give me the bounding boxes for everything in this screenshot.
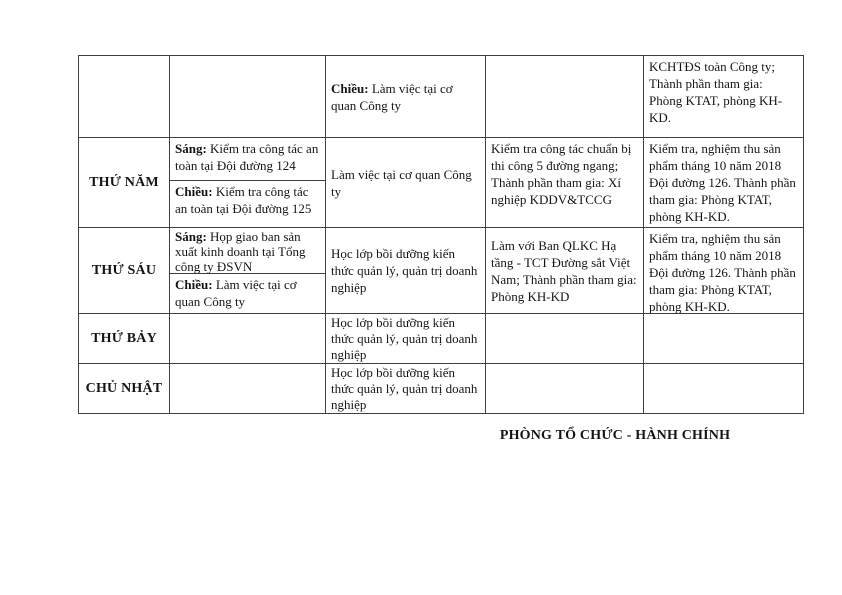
cell-saturday-label: THỨ BẢY [79,314,170,364]
cell-top-day [79,56,170,138]
cell-saturday-office-activity: Học lớp bồi dưỡng kiến thức quản lý, quản trị doanh nghiệp [326,314,486,364]
cell-friday-office-activity: Học lớp bồi dưỡng kiến thức quản lý, quản trị doanh nghiệp [326,228,486,314]
cell-thursday-partner-activity: Kiểm tra công tác chuẩn bị thi công 5 đường ngang; Thành phần tham gia: Xí nghiệp KDDV&TCCG [486,138,644,228]
cell-thursday-inspection-activity: Kiểm tra, nghiệm thu sản phẩm tháng 10 năm 2018 Đội đường 126. Thành phần tham gia: Phòng KTAT, phòng KH-KD. [644,138,804,228]
cell-top-inspection-activity: KCHTĐS toàn Công ty; Thành phần tham gia: Phòng KTAT, phòng KH-KD. [644,56,804,138]
cell-friday-inspection-activity: Kiểm tra, nghiệm thu sản phẩm tháng 10 năm 2018 Đội đường 126. Thành phần tham gia: Phòng KTAT, phòng KH-KD. [644,228,804,314]
session-prefix: Sáng: [175,229,207,244]
session-prefix: Chiều: [175,277,213,292]
cell-sunday-office-activity: Học lớp bồi dưỡng kiến thức quản lý, quản trị doanh nghiệp [326,364,486,414]
cell-top-partner-activity [486,56,644,138]
cell-top-office-activity [326,56,486,138]
cell-thursday-label: THỨ NĂM [79,138,170,228]
cell-top-sessions [170,56,326,138]
office-activity-text: Chiều: Làm việc tại cơ quan Công ty [331,80,453,113]
cell-friday-partner-activity: Làm với Ban QLKC Hạ tầng - TCT Đường sắt Việt Nam; Thành phần tham gia: Phòng KH-KD [486,228,644,314]
thursday-afternoon: Chiều: Kiểm tra công tác an toàn tại Đội đường 125 [175,184,312,216]
cell-thursday-sessions [170,138,326,228]
thursday-morning: Sáng: Kiểm tra công tác an toàn tại Đội đường 124 [170,138,325,181]
cell-saturday-inspection-activity [644,314,804,364]
cell-thursday-office-activity: Làm việc tại cơ quan Công ty [326,138,486,228]
session-prefix: Chiều: [331,80,369,96]
weekly-schedule-table [78,55,804,414]
cell-sunday-label: CHỦ NHẬT [79,364,170,414]
session-prefix: Sáng: [175,141,207,156]
friday-afternoon: Chiều: Làm việc tại cơ quan Công ty [175,277,297,309]
cell-sunday-partner-activity [486,364,644,414]
friday-morning: Sáng: Họp giao ban sản xuất kinh doanh tại Tổng công ty ĐSVN [170,228,325,274]
cell-friday-label: THỨ SÁU [79,228,170,314]
cell-friday-sessions [170,228,326,314]
cell-saturday-sessions [170,314,326,364]
cell-sunday-inspection-activity [644,364,804,414]
footer-signature: PHÒNG TỔ CHỨC - HÀNH CHÍNH [499,428,731,443]
session-prefix: Chiều: [175,184,213,199]
cell-saturday-partner-activity [486,314,644,364]
cell-sunday-sessions [170,364,326,414]
